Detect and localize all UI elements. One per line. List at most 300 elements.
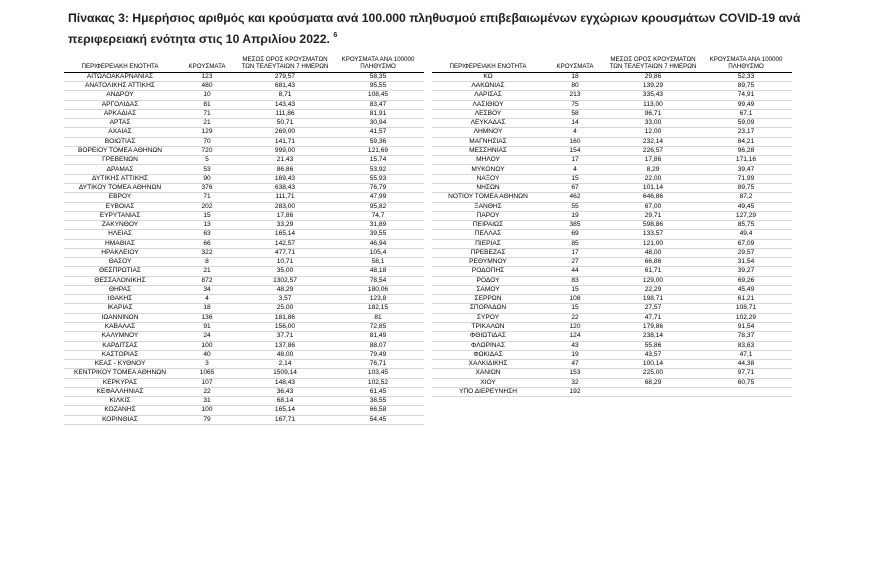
- cell-cases: 80: [544, 82, 606, 91]
- table-row: [432, 146, 792, 155]
- cell-cases: 123: [176, 72, 238, 81]
- cell-region: ΥΠΟ ΔΙΕΡΕΥΝΗΣΗ: [432, 387, 544, 396]
- table-row: [64, 193, 424, 202]
- cell-per100k: 180,06: [332, 285, 424, 294]
- cell-per100k: 39,27: [700, 267, 792, 276]
- cell-region: ΣΑΜΟΥ: [432, 285, 544, 294]
- cell-avg7: 33,29: [238, 221, 332, 230]
- table-row: [64, 165, 424, 174]
- cell-avg7: 68,29: [606, 378, 700, 387]
- cell-region: ΣΠΟΡΑΔΩΝ: [432, 304, 544, 313]
- table-row: [64, 322, 424, 331]
- cell-cases: 17: [544, 156, 606, 165]
- cell-cases: 4: [544, 165, 606, 174]
- cell-cases: 5: [176, 156, 238, 165]
- cell-region: ΝΟΤΙΟΥ ΤΟΜΕΑ ΑΘΗΝΩΝ: [432, 193, 544, 202]
- cell-per100k: 49,4: [700, 230, 792, 239]
- table-row: [432, 313, 792, 322]
- table-row: [64, 285, 424, 294]
- table-row: [432, 165, 792, 174]
- cell-per100k: 79,49: [332, 350, 424, 359]
- cell-per100k: 15,74: [332, 156, 424, 165]
- table-row: [64, 341, 424, 350]
- cell-per100k: 76,79: [332, 184, 424, 193]
- cell-per100k: 121,69: [332, 146, 424, 155]
- cell-avg7: 143,43: [238, 100, 332, 109]
- cell-region: ΡΟΔΟΠΗΣ: [432, 267, 544, 276]
- cell-per100k: 97,71: [700, 369, 792, 378]
- cell-avg7: 1302,57: [238, 276, 332, 285]
- cell-region: ΠΕΛΛΑΣ: [432, 230, 544, 239]
- cell-avg7: 335,43: [606, 91, 700, 100]
- table-header-row: [432, 56, 792, 72]
- cell-per100k: 41,57: [332, 128, 424, 137]
- cell-per100k: 59,36: [332, 137, 424, 146]
- cell-per100k: 61,45: [332, 387, 424, 396]
- cell-region: ΠΙΕΡΙΑΣ: [432, 239, 544, 248]
- cell-region: ΧΑΝΙΩΝ: [432, 369, 544, 378]
- cell-avg7: 181,86: [238, 313, 332, 322]
- cell-avg7: 67,00: [606, 202, 700, 211]
- cell-per100k: 48,18: [332, 267, 424, 276]
- cell-avg7: 638,43: [238, 184, 332, 193]
- cell-region: ΜΥΚΟΝΟΥ: [432, 165, 544, 174]
- cell-avg7: 86,86: [238, 165, 332, 174]
- cell-region: ΠΡΕΒΕΖΑΣ: [432, 248, 544, 257]
- cell-avg7: 1509,14: [238, 369, 332, 378]
- cell-avg7: 22,29: [606, 285, 700, 294]
- cell-region: ΦΩΚΙΔΑΣ: [432, 350, 544, 359]
- cell-per100k: 108,71: [700, 304, 792, 313]
- cell-region: ΛΗΜΝΟΥ: [432, 128, 544, 137]
- cell-region: ΠΕΙΡΑΙΩΣ: [432, 221, 544, 230]
- cell-per100k: 84,21: [700, 137, 792, 146]
- cell-region: ΘΗΡΑΣ: [64, 285, 176, 294]
- table-body-right: [432, 72, 792, 396]
- cell-region: ΣΕΡΡΩΝ: [432, 295, 544, 304]
- cell-avg7: 33,00: [606, 119, 700, 128]
- regions-table-right: [432, 56, 792, 397]
- cell-cases: 107: [176, 378, 238, 387]
- cell-region: ΕΥΡΥΤΑΝΙΑΣ: [64, 211, 176, 220]
- cell-per100k: 89,75: [700, 184, 792, 193]
- cell-avg7: 36,43: [238, 387, 332, 396]
- cell-per100k: 95,82: [332, 202, 424, 211]
- cell-region: ΚΕΡΚΥΡΑΣ: [64, 378, 176, 387]
- cell-region: ΡΟΔΟΥ: [432, 276, 544, 285]
- cell-avg7: 142,57: [238, 239, 332, 248]
- cell-avg7: 167,71: [238, 415, 332, 424]
- table-row: [432, 332, 792, 341]
- table-row: [64, 156, 424, 165]
- cell-per100k: 88,07: [332, 341, 424, 350]
- table-row: [64, 406, 424, 415]
- table-row: [64, 202, 424, 211]
- cell-cases: 124: [544, 332, 606, 341]
- table-row: [432, 285, 792, 294]
- cell-region: ΚΙΛΚΙΣ: [64, 397, 176, 406]
- table-row: [432, 119, 792, 128]
- cell-cases: 154: [544, 146, 606, 155]
- cell-cases: 15: [544, 304, 606, 313]
- cell-cases: 480: [176, 82, 238, 91]
- table-row: [64, 128, 424, 137]
- cell-per100k: 83,47: [332, 100, 424, 109]
- cell-region: ΑΡΤΑΣ: [64, 119, 176, 128]
- header-per100k: ΚΡΟΥΣΜΑΤΑ ΑΝΑ 100000 ΠΛΗΘΥΣΜΟ: [332, 56, 424, 72]
- cell-avg7: 121,00: [606, 239, 700, 248]
- table-row: [64, 387, 424, 396]
- cell-per100k: 103,45: [332, 369, 424, 378]
- header-avg7: ΜΕΣΟΣ ΟΡΟΣ ΚΡΟΥΣΜΑΤΩΝ ΤΩΝ ΤΕΛΕΥΤΑΙΩΝ 7 ΗΜΕΡΩΝ: [238, 56, 332, 72]
- cell-avg7: 238,14: [606, 332, 700, 341]
- cell-avg7: 37,71: [238, 332, 332, 341]
- cell-cases: 462: [544, 193, 606, 202]
- cell-region: ΧΑΛΚΙΔΙΚΗΣ: [432, 360, 544, 369]
- cell-per100k: 83,63: [700, 341, 792, 350]
- cell-cases: 21: [176, 119, 238, 128]
- cell-avg7: 3,57: [238, 295, 332, 304]
- table-row: [64, 415, 424, 424]
- table-row: [432, 239, 792, 248]
- table-row: [64, 109, 424, 118]
- cell-cases: 213: [544, 91, 606, 100]
- cell-per100k: 81,49: [332, 332, 424, 341]
- cell-avg7: 226,57: [606, 146, 700, 155]
- cell-avg7: 25,00: [238, 304, 332, 313]
- cell-avg7: 61,71: [606, 267, 700, 276]
- cell-region: ΘΑΣΟΥ: [64, 258, 176, 267]
- table-row: [432, 211, 792, 220]
- cell-cases: 58: [544, 109, 606, 118]
- cell-cases: 90: [176, 174, 238, 183]
- cell-region: ΚΟΖΑΝΗΣ: [64, 406, 176, 415]
- cell-per100k: 30,94: [332, 119, 424, 128]
- table-row: [432, 184, 792, 193]
- cell-region: ΗΛΕΙΑΣ: [64, 230, 176, 239]
- table-row: [64, 146, 424, 155]
- cell-cases: 720: [176, 146, 238, 155]
- cell-region: ΚΑΣΤΟΡΙΑΣ: [64, 350, 176, 359]
- cell-per100k: 49,45: [700, 202, 792, 211]
- table-row: [432, 202, 792, 211]
- header-cases: ΚΡΟΥΣΜΑΤΑ: [176, 56, 238, 72]
- cell-per100k: 23,17: [700, 128, 792, 137]
- table-row: [432, 230, 792, 239]
- cell-cases: 31: [176, 397, 238, 406]
- table-row: [432, 276, 792, 285]
- cell-region: ΛΕΥΚΑΔΑΣ: [432, 119, 544, 128]
- cell-per100k: 47,99: [332, 193, 424, 202]
- cell-region: ΔΥΤΙΚΗΣ ΑΤΤΙΚΗΣ: [64, 174, 176, 183]
- cell-avg7: 139,29: [606, 82, 700, 91]
- caption-text: Πίνακας 3: Ημερήσιος αριθμός και κρούσματα ανά 100.000 πληθυσμού επιβεβαιωμένων εγχώριων κρουσμάτων COVID-19 ανά περιφερειακή ενότητα στις 10 Απριλίου 2022.: [68, 11, 801, 46]
- table-row: [64, 100, 424, 109]
- cell-avg7: 169,43: [238, 174, 332, 183]
- cell-region: ΑΡΓΟΛΙΔΑΣ: [64, 100, 176, 109]
- table-row: [64, 267, 424, 276]
- cell-per100k: 91,54: [700, 322, 792, 331]
- table-row: [432, 82, 792, 91]
- table-row: [64, 184, 424, 193]
- cell-per100k: 58,35: [332, 72, 424, 81]
- cell-cases: 22: [544, 313, 606, 322]
- cell-region: ΚΟΡΙΝΘΙΑΣ: [64, 415, 176, 424]
- table-row: [432, 369, 792, 378]
- cell-cases: 136: [176, 313, 238, 322]
- table-row: [432, 91, 792, 100]
- cell-region: ΑΝΔΡΟΥ: [64, 91, 176, 100]
- cell-avg7: 21,43: [238, 156, 332, 165]
- cell-avg7: 232,14: [606, 137, 700, 146]
- cell-avg7: 598,86: [606, 221, 700, 230]
- cell-cases: 14: [544, 119, 606, 128]
- cell-avg7: 156,00: [238, 322, 332, 331]
- cell-cases: 129: [176, 128, 238, 137]
- cell-per100k: [700, 387, 792, 396]
- table-row: [432, 193, 792, 202]
- cell-region: ΚΩ: [432, 72, 544, 81]
- cell-region: ΙΘΑΚΗΣ: [64, 295, 176, 304]
- cell-cases: 322: [176, 248, 238, 257]
- table-row: [64, 137, 424, 146]
- cell-cases: 27: [544, 258, 606, 267]
- cell-avg7: 225,00: [606, 369, 700, 378]
- table-row: [64, 119, 424, 128]
- cell-avg7: 22,00: [606, 174, 700, 183]
- table-header-row: [64, 56, 424, 72]
- cell-cases: 8: [176, 258, 238, 267]
- cell-per100k: 39,55: [332, 230, 424, 239]
- cell-region: ΔΡΑΜΑΣ: [64, 165, 176, 174]
- table-row: [64, 248, 424, 257]
- cell-cases: 15: [544, 285, 606, 294]
- cell-region: ΚΑΡΔΙΤΣΑΣ: [64, 341, 176, 350]
- cell-per100k: 89,75: [700, 82, 792, 91]
- table-row: [64, 332, 424, 341]
- cell-per100k: 99,49: [700, 100, 792, 109]
- cell-avg7: 48,29: [238, 285, 332, 294]
- cell-avg7: 43,57: [606, 350, 700, 359]
- table-row: [432, 341, 792, 350]
- cell-cases: 4: [544, 128, 606, 137]
- cell-cases: 160: [544, 137, 606, 146]
- table-row: [432, 109, 792, 118]
- cell-cases: 40: [176, 350, 238, 359]
- cell-region: ΚΕΑΣ - ΚΥΘΝΟΥ: [64, 360, 176, 369]
- cell-per100k: 71,99: [700, 174, 792, 183]
- table-row: [432, 295, 792, 304]
- cell-cases: 34: [176, 285, 238, 294]
- table-row: [432, 258, 792, 267]
- cell-per100k: 59,09: [700, 119, 792, 128]
- table-row: [64, 258, 424, 267]
- cell-avg7: 129,00: [606, 276, 700, 285]
- cell-region: ΝΗΣΩΝ: [432, 184, 544, 193]
- table-row: [64, 397, 424, 406]
- cell-avg7: 96,71: [606, 109, 700, 118]
- cell-cases: 67: [544, 184, 606, 193]
- cell-per100k: 46,94: [332, 239, 424, 248]
- cell-per100k: 47,1: [700, 350, 792, 359]
- table-row: [64, 378, 424, 387]
- table-row: [64, 82, 424, 91]
- cell-region: ΝΑΞΟΥ: [432, 174, 544, 183]
- cell-avg7: 999,00: [238, 146, 332, 155]
- cell-cases: 81: [176, 100, 238, 109]
- cell-avg7: 646,86: [606, 193, 700, 202]
- cell-cases: 3: [176, 360, 238, 369]
- cell-cases: 44: [544, 267, 606, 276]
- cell-cases: 21: [176, 267, 238, 276]
- table-caption: [68, 10, 808, 48]
- cell-region: ΛΑΚΩΝΙΑΣ: [432, 82, 544, 91]
- cell-per100k: 44,38: [700, 360, 792, 369]
- table-body-left: [64, 72, 424, 424]
- cell-per100k: 67,09: [700, 239, 792, 248]
- cell-cases: 71: [176, 109, 238, 118]
- cell-region: ΦΛΩΡΙΝΑΣ: [432, 341, 544, 350]
- regions-table-left: [64, 56, 424, 425]
- cell-cases: 385: [544, 221, 606, 230]
- table-row: [432, 221, 792, 230]
- cell-avg7: 198,71: [606, 295, 700, 304]
- cell-per100k: 87,2: [700, 193, 792, 202]
- cell-region: ΕΒΡΟΥ: [64, 193, 176, 202]
- cell-cases: 47: [544, 360, 606, 369]
- cell-region: ΘΕΣΠΡΩΤΙΑΣ: [64, 267, 176, 276]
- table-row: [432, 267, 792, 276]
- cell-region: ΠΑΡΟΥ: [432, 211, 544, 220]
- header-region: ΠΕΡΙΦΕΡΕΙΑΚΗ ΕΝΟΤΗΤΑ: [64, 56, 176, 72]
- cell-avg7: 165,14: [238, 230, 332, 239]
- cell-region: ΧΙΟΥ: [432, 378, 544, 387]
- cell-avg7: 477,71: [238, 248, 332, 257]
- table-row: [432, 100, 792, 109]
- cell-cases: 376: [176, 184, 238, 193]
- cell-cases: 79: [176, 415, 238, 424]
- cell-per100k: 67,1: [700, 109, 792, 118]
- cell-region: ΣΥΡΟΥ: [432, 313, 544, 322]
- cell-region: ΑΧΑΪΑΣ: [64, 128, 176, 137]
- table-row: [64, 304, 424, 313]
- cell-per100k: 78,54: [332, 276, 424, 285]
- cell-per100k: 39,47: [700, 165, 792, 174]
- cell-per100k: 105,4: [332, 248, 424, 257]
- cell-cases: 71: [176, 193, 238, 202]
- cell-cases: 17: [544, 248, 606, 257]
- cell-avg7: 269,00: [238, 128, 332, 137]
- cell-cases: 91: [176, 322, 238, 331]
- header-region: ΠΕΡΙΦΕΡΕΙΑΚΗ ΕΝΟΤΗΤΑ: [432, 56, 544, 72]
- cell-per100k: 31,54: [700, 258, 792, 267]
- cell-avg7: 55,86: [606, 341, 700, 350]
- cell-region: ΛΑΣΙΘΙΟΥ: [432, 100, 544, 109]
- cell-cases: 63: [176, 230, 238, 239]
- cell-region: ΙΚΑΡΙΑΣ: [64, 304, 176, 313]
- cell-per100k: 123,8: [332, 295, 424, 304]
- cell-cases: 75: [544, 100, 606, 109]
- cell-per100k: 58,1: [332, 258, 424, 267]
- table-row: [64, 276, 424, 285]
- cell-per100k: 74,91: [700, 91, 792, 100]
- cell-avg7: 66,86: [606, 258, 700, 267]
- cell-cases: 32: [544, 378, 606, 387]
- cell-per100k: 45,49: [700, 285, 792, 294]
- cell-cases: 18: [176, 304, 238, 313]
- cell-region: ΡΕΘΥΜΝΟΥ: [432, 258, 544, 267]
- cell-cases: 19: [544, 211, 606, 220]
- cell-region: ΛΕΣΒΟΥ: [432, 109, 544, 118]
- cell-cases: 69: [544, 230, 606, 239]
- table-row: [432, 174, 792, 183]
- cell-region: ΔΥΤΙΚΟΥ ΤΟΜΕΑ ΑΘΗΝΩΝ: [64, 184, 176, 193]
- table-row: [64, 295, 424, 304]
- cell-avg7: 35,00: [238, 267, 332, 276]
- cell-cases: 872: [176, 276, 238, 285]
- table-row: [432, 360, 792, 369]
- cell-avg7: 279,57: [238, 72, 332, 81]
- cell-cases: 55: [544, 202, 606, 211]
- cell-per100k: 127,29: [700, 211, 792, 220]
- cell-cases: 85: [544, 239, 606, 248]
- cell-region: ΕΥΒΟΙΑΣ: [64, 202, 176, 211]
- cell-per100k: 38,55: [332, 397, 424, 406]
- cell-per100k: 53,92: [332, 165, 424, 174]
- cell-region: ΜΕΣΣΗΝΙΑΣ: [432, 146, 544, 155]
- table-row: [432, 304, 792, 313]
- cell-avg7: 2,14: [238, 360, 332, 369]
- cell-cases: 13: [176, 221, 238, 230]
- cell-avg7: 111,71: [238, 193, 332, 202]
- table-row: [64, 221, 424, 230]
- table-row: [64, 211, 424, 220]
- table-row: [64, 72, 424, 81]
- cell-avg7: 179,86: [606, 322, 700, 331]
- cell-per100k: 96,28: [700, 146, 792, 155]
- cell-cases: 100: [176, 406, 238, 415]
- cell-avg7: 8,71: [238, 91, 332, 100]
- cell-region: ΚΕΦΑΛΛΗΝΙΑΣ: [64, 387, 176, 396]
- cell-avg7: 283,00: [238, 202, 332, 211]
- cell-region: ΓΡΕΒΕΝΩΝ: [64, 156, 176, 165]
- cell-region: ΜΑΓΝΗΣΙΑΣ: [432, 137, 544, 146]
- cell-region: ΒΟΙΩΤΙΑΣ: [64, 137, 176, 146]
- cell-per100k: 52,33: [700, 72, 792, 81]
- cell-per100k: 61,21: [700, 295, 792, 304]
- cell-region: ΘΕΣΣΑΛΟΝΙΚΗΣ: [64, 276, 176, 285]
- cell-cases: 202: [176, 202, 238, 211]
- cell-region: ΖΑΚΥΝΘΟΥ: [64, 221, 176, 230]
- cell-avg7: 17,86: [238, 211, 332, 220]
- cell-region: ΒΟΡΕΙΟΥ ΤΟΜΕΑ ΑΘΗΝΩΝ: [64, 146, 176, 155]
- cell-per100k: 29,57: [700, 248, 792, 257]
- cell-region: ΜΗΛΟΥ: [432, 156, 544, 165]
- cell-avg7: [606, 387, 700, 396]
- cell-per100k: 95,55: [332, 82, 424, 91]
- table-row: [64, 350, 424, 359]
- header-cases: ΚΡΟΥΣΜΑΤΑ: [544, 56, 606, 72]
- cell-per100k: 74,7: [332, 211, 424, 220]
- table-row: [64, 239, 424, 248]
- cell-per100k: 76,71: [332, 360, 424, 369]
- cell-avg7: 17,86: [606, 156, 700, 165]
- table-row: [64, 369, 424, 378]
- cell-cases: 10: [176, 91, 238, 100]
- cell-per100k: 31,89: [332, 221, 424, 230]
- cell-per100k: 60,75: [700, 378, 792, 387]
- cell-cases: 153: [544, 369, 606, 378]
